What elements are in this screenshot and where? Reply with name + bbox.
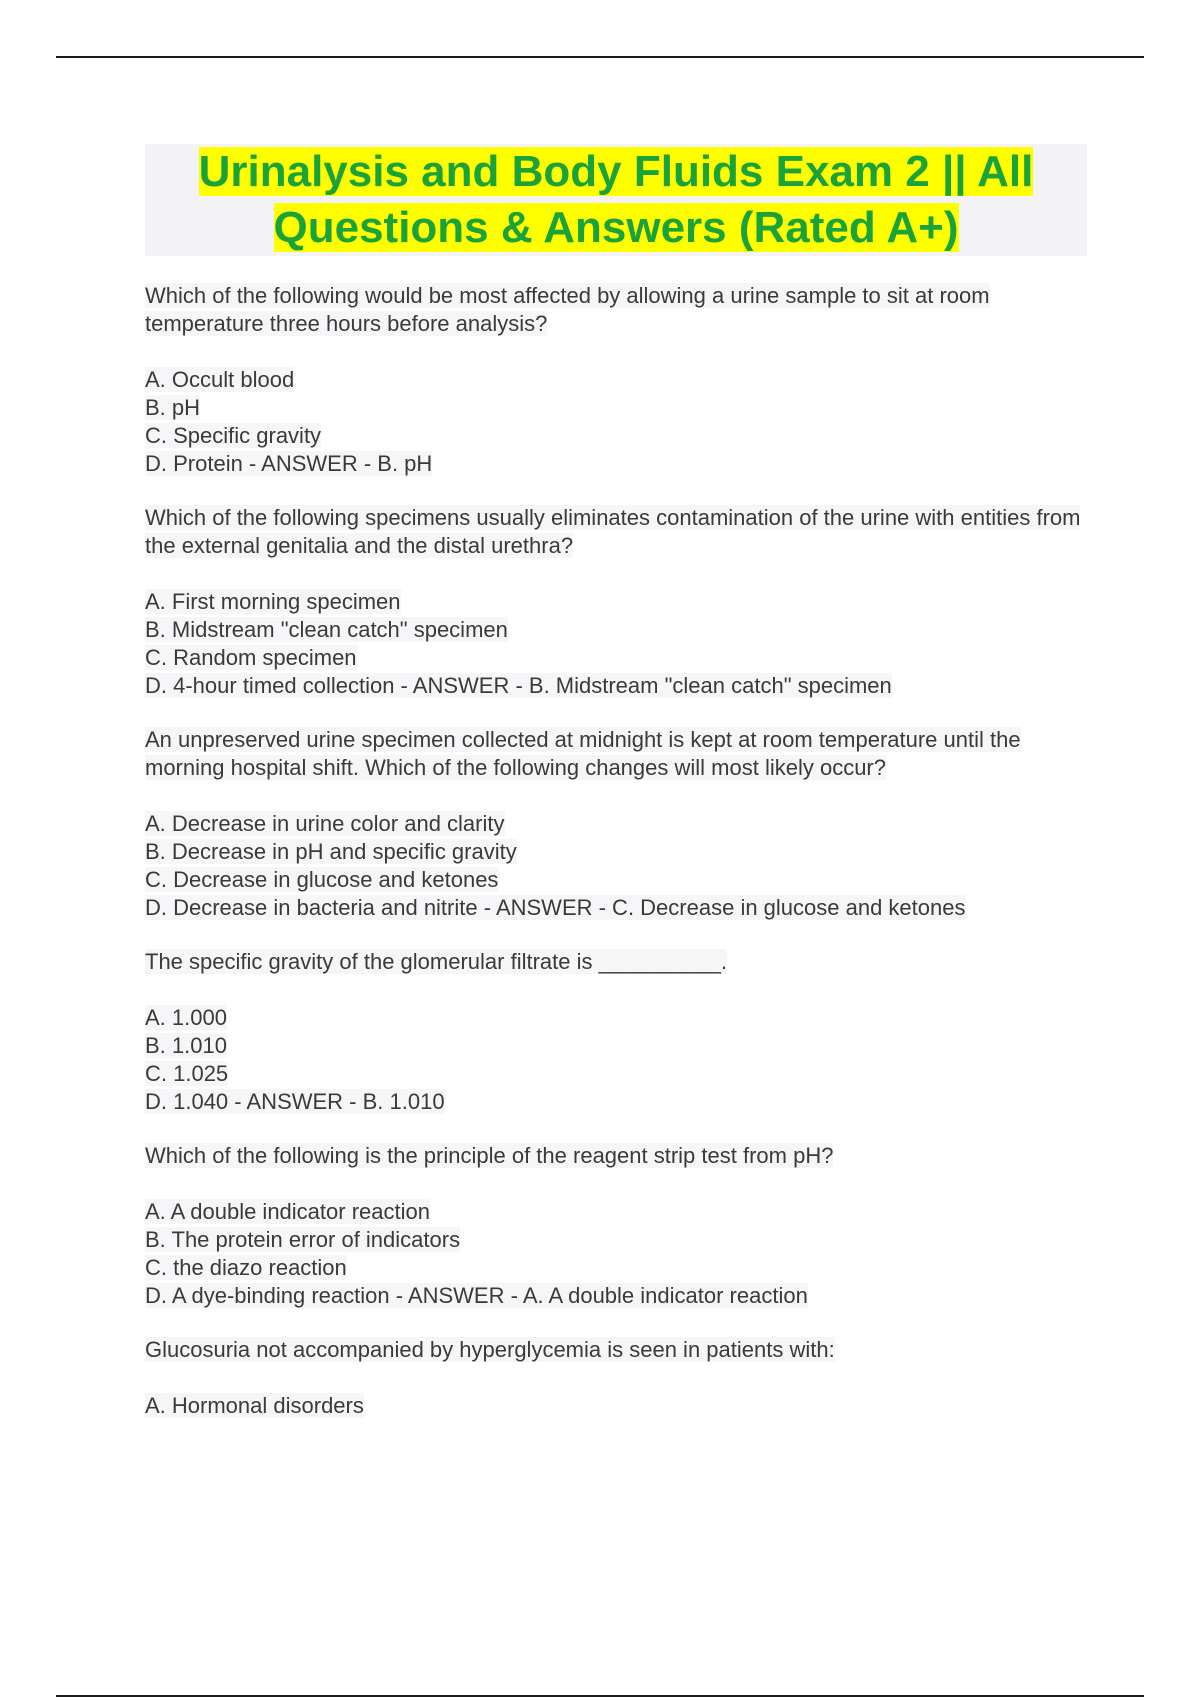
question-list [145, 282, 1085, 1446]
question-block [145, 1336, 1085, 1420]
option-item: C. Specific gravity [145, 423, 322, 448]
option-item-with-answer: D. 1.040 - ANSWER - B. 1.010 [145, 1089, 445, 1114]
option-item-with-answer: D. Protein - ANSWER - B. pH [145, 451, 433, 476]
option-item: B. Midstream "clean catch" specimen [145, 617, 508, 642]
bottom-rule [56, 1695, 1144, 1697]
question-text: Which of the following is the principle of the reagent strip test from pH? [145, 1143, 834, 1168]
option-item-with-answer: D. 4-hour timed collection - ANSWER - B. Midstream "clean catch" specimen [145, 673, 892, 698]
option-item: A. A double indicator reaction [145, 1199, 430, 1224]
option-item: B. pH [145, 395, 201, 420]
option-item: B. Decrease in pH and specific gravity [145, 839, 517, 864]
title-line-1: Urinalysis and Body Fluids Exam 2 || All [198, 147, 1034, 196]
option-item: A. Decrease in urine color and clarity [145, 811, 505, 836]
question-block [145, 504, 1085, 700]
top-rule [56, 56, 1144, 58]
option-item-with-answer: D. A dye-binding reaction - ANSWER - A. A double indicator reaction [145, 1283, 808, 1308]
option-item: A. First morning specimen [145, 589, 401, 614]
question-block [145, 948, 1085, 1116]
title-block [145, 144, 1087, 256]
question-block [145, 1142, 1085, 1310]
document-title [145, 144, 1087, 256]
option-item: A. Occult blood [145, 367, 295, 392]
option-item-with-answer: D. Decrease in bacteria and nitrite - ANSWER - C. Decrease in glucose and ketones [145, 895, 966, 920]
question-block [145, 282, 1085, 478]
answer-options [145, 1004, 1085, 1116]
question-text: Glucosuria not accompanied by hyperglycemia is seen in patients with: [145, 1337, 835, 1362]
answer-options [145, 1198, 1085, 1310]
question-block [145, 726, 1085, 922]
answer-options [145, 588, 1085, 700]
answer-options [145, 810, 1085, 922]
option-item: C. Decrease in glucose and ketones [145, 867, 499, 892]
answer-options [145, 1392, 1085, 1420]
title-line-2: Questions & Answers (Rated A+) [273, 203, 959, 252]
question-text: Which of the following would be most affected by allowing a urine sample to sit at room temperature three hours before analysis? [145, 283, 990, 336]
answer-options [145, 366, 1085, 478]
question-text: The specific gravity of the glomerular filtrate is __________. [145, 949, 728, 974]
option-item: C. 1.025 [145, 1061, 229, 1086]
option-item: A. 1.000 [145, 1005, 227, 1030]
question-text: Which of the following specimens usually eliminates contamination of the urine with entities from the external genitalia and the distal urethra? [145, 505, 1081, 558]
option-item: A. Hormonal disorders [145, 1393, 364, 1418]
option-item: B. 1.010 [145, 1033, 227, 1058]
option-item: C. Random specimen [145, 645, 357, 670]
option-item: B. The protein error of indicators [145, 1227, 461, 1252]
question-text: An unpreserved urine specimen collected at midnight is kept at room temperature until the morning hospital shift. Which of the following changes will most likely occur? [145, 727, 1021, 780]
option-item: C. the diazo reaction [145, 1255, 347, 1280]
